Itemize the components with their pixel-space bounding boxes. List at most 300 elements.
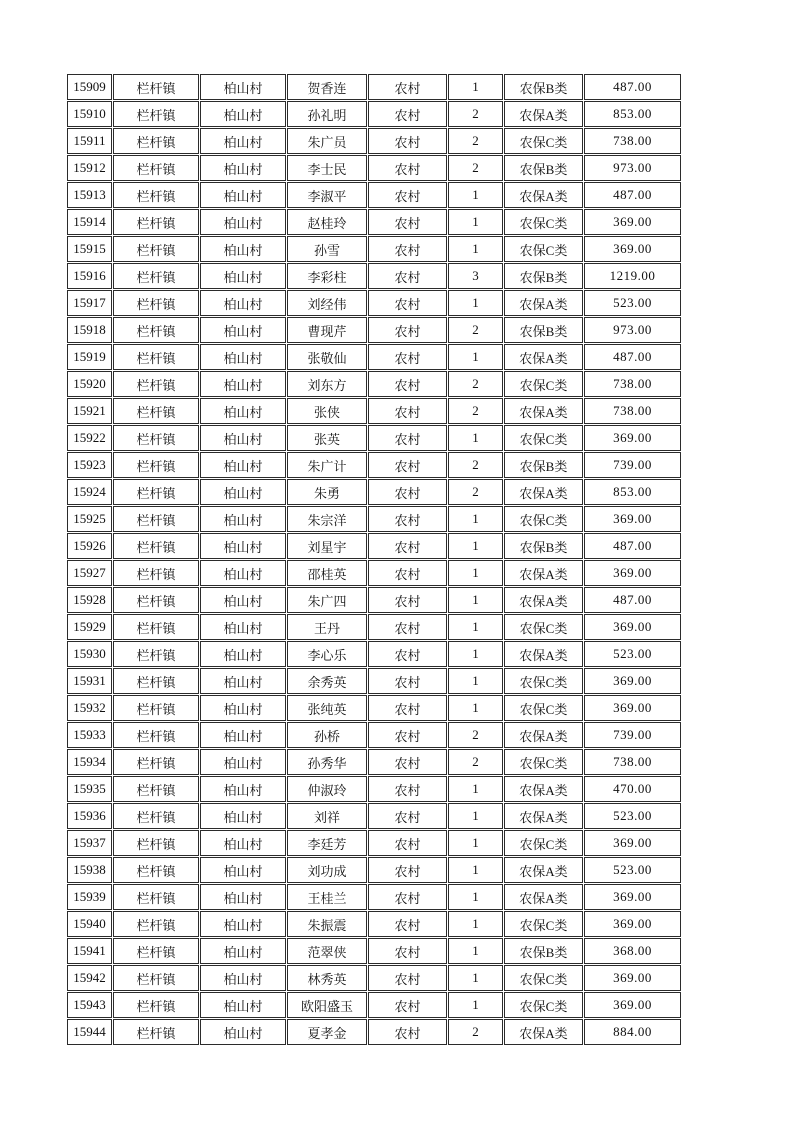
cell-person-count: 1 xyxy=(448,74,503,100)
cell-person-name: 刘东方 xyxy=(287,371,367,397)
cell-record-id: 15937 xyxy=(67,830,112,856)
cell-insurance-class: 农保A类 xyxy=(504,290,583,316)
cell-village: 柏山村 xyxy=(200,74,286,100)
cell-residence-type: 农村 xyxy=(368,101,447,127)
cell-residence-type: 农村 xyxy=(368,425,447,451)
cell-insurance-class: 农保A类 xyxy=(504,641,583,667)
cell-person-name: 邵桂英 xyxy=(287,560,367,586)
cell-person-count: 2 xyxy=(448,155,503,181)
cell-person-count: 1 xyxy=(448,209,503,235)
cell-insurance-class: 农保C类 xyxy=(504,236,583,262)
cell-record-id: 15944 xyxy=(67,1019,112,1045)
cell-person-count: 1 xyxy=(448,236,503,262)
cell-record-id: 15933 xyxy=(67,722,112,748)
cell-person-name: 夏孝金 xyxy=(287,1019,367,1045)
cell-amount: 369.00 xyxy=(584,236,681,262)
cell-record-id: 15941 xyxy=(67,938,112,964)
cell-town: 栏杆镇 xyxy=(113,587,199,613)
cell-person-name: 刘功成 xyxy=(287,857,367,883)
cell-residence-type: 农村 xyxy=(368,560,447,586)
cell-person-count: 1 xyxy=(448,776,503,802)
cell-amount: 853.00 xyxy=(584,479,681,505)
cell-person-count: 3 xyxy=(448,263,503,289)
cell-person-count: 1 xyxy=(448,938,503,964)
cell-person-name: 范翠侠 xyxy=(287,938,367,964)
cell-amount: 369.00 xyxy=(584,992,681,1018)
cell-town: 栏杆镇 xyxy=(113,722,199,748)
cell-person-name: 李心乐 xyxy=(287,641,367,667)
cell-person-name: 王桂兰 xyxy=(287,884,367,910)
cell-residence-type: 农村 xyxy=(368,155,447,181)
cell-person-name: 欧阳盛玉 xyxy=(287,992,367,1018)
cell-residence-type: 农村 xyxy=(368,857,447,883)
cell-town: 栏杆镇 xyxy=(113,155,199,181)
cell-amount: 368.00 xyxy=(584,938,681,964)
cell-town: 栏杆镇 xyxy=(113,560,199,586)
cell-insurance-class: 农保B类 xyxy=(504,155,583,181)
cell-residence-type: 农村 xyxy=(368,317,447,343)
cell-record-id: 15927 xyxy=(67,560,112,586)
cell-person-count: 1 xyxy=(448,911,503,937)
cell-town: 栏杆镇 xyxy=(113,317,199,343)
cell-person-name: 王丹 xyxy=(287,614,367,640)
cell-town: 栏杆镇 xyxy=(113,830,199,856)
cell-village: 柏山村 xyxy=(200,776,286,802)
table-row xyxy=(67,101,681,127)
cell-residence-type: 农村 xyxy=(368,587,447,613)
cell-record-id: 15932 xyxy=(67,695,112,721)
cell-town: 栏杆镇 xyxy=(113,614,199,640)
cell-amount: 973.00 xyxy=(584,155,681,181)
cell-person-count: 2 xyxy=(448,479,503,505)
cell-person-count: 2 xyxy=(448,101,503,127)
cell-town: 栏杆镇 xyxy=(113,884,199,910)
cell-person-count: 2 xyxy=(448,749,503,775)
cell-town: 栏杆镇 xyxy=(113,506,199,532)
table-row xyxy=(67,830,681,856)
cell-person-name: 林秀英 xyxy=(287,965,367,991)
table-row xyxy=(67,344,681,370)
cell-town: 栏杆镇 xyxy=(113,128,199,154)
cell-record-id: 15919 xyxy=(67,344,112,370)
cell-person-name: 李廷芳 xyxy=(287,830,367,856)
cell-insurance-class: 农保A类 xyxy=(504,344,583,370)
cell-amount: 369.00 xyxy=(584,425,681,451)
cell-insurance-class: 农保C类 xyxy=(504,425,583,451)
cell-person-count: 2 xyxy=(448,722,503,748)
cell-amount: 369.00 xyxy=(584,560,681,586)
cell-person-name: 余秀英 xyxy=(287,668,367,694)
table-row xyxy=(67,128,681,154)
cell-person-name: 刘经伟 xyxy=(287,290,367,316)
table-row xyxy=(67,182,681,208)
cell-record-id: 15930 xyxy=(67,641,112,667)
cell-amount: 487.00 xyxy=(584,533,681,559)
table-row xyxy=(67,641,681,667)
cell-residence-type: 农村 xyxy=(368,884,447,910)
cell-town: 栏杆镇 xyxy=(113,965,199,991)
table-row xyxy=(67,776,681,802)
cell-town: 栏杆镇 xyxy=(113,209,199,235)
cell-person-count: 1 xyxy=(448,803,503,829)
cell-insurance-class: 农保A类 xyxy=(504,101,583,127)
cell-residence-type: 农村 xyxy=(368,263,447,289)
cell-village: 柏山村 xyxy=(200,992,286,1018)
cell-residence-type: 农村 xyxy=(368,506,447,532)
cell-insurance-class: 农保A类 xyxy=(504,182,583,208)
cell-town: 栏杆镇 xyxy=(113,641,199,667)
cell-village: 柏山村 xyxy=(200,884,286,910)
cell-town: 栏杆镇 xyxy=(113,803,199,829)
cell-record-id: 15921 xyxy=(67,398,112,424)
cell-residence-type: 农村 xyxy=(368,992,447,1018)
table-row xyxy=(67,209,681,235)
cell-record-id: 15931 xyxy=(67,668,112,694)
cell-town: 栏杆镇 xyxy=(113,668,199,694)
cell-village: 柏山村 xyxy=(200,965,286,991)
cell-residence-type: 农村 xyxy=(368,938,447,964)
cell-residence-type: 农村 xyxy=(368,614,447,640)
table-row xyxy=(67,452,681,478)
cell-insurance-class: 农保C类 xyxy=(504,965,583,991)
table-row xyxy=(67,479,681,505)
cell-residence-type: 农村 xyxy=(368,776,447,802)
cell-village: 柏山村 xyxy=(200,668,286,694)
cell-record-id: 15938 xyxy=(67,857,112,883)
cell-village: 柏山村 xyxy=(200,614,286,640)
cell-residence-type: 农村 xyxy=(368,722,447,748)
cell-residence-type: 农村 xyxy=(368,74,447,100)
cell-residence-type: 农村 xyxy=(368,398,447,424)
cell-insurance-class: 农保C类 xyxy=(504,830,583,856)
table-row xyxy=(67,506,681,532)
cell-person-name: 仲淑玲 xyxy=(287,776,367,802)
cell-residence-type: 农村 xyxy=(368,479,447,505)
cell-insurance-class: 农保C类 xyxy=(504,749,583,775)
cell-village: 柏山村 xyxy=(200,371,286,397)
cell-amount: 738.00 xyxy=(584,128,681,154)
cell-town: 栏杆镇 xyxy=(113,101,199,127)
cell-residence-type: 农村 xyxy=(368,668,447,694)
cell-town: 栏杆镇 xyxy=(113,236,199,262)
cell-amount: 523.00 xyxy=(584,803,681,829)
table-row xyxy=(67,155,681,181)
table-row xyxy=(67,614,681,640)
cell-insurance-class: 农保B类 xyxy=(504,74,583,100)
cell-insurance-class: 农保C类 xyxy=(504,695,583,721)
cell-person-name: 朱振震 xyxy=(287,911,367,937)
cell-person-count: 1 xyxy=(448,992,503,1018)
table-row xyxy=(67,749,681,775)
cell-insurance-class: 农保C类 xyxy=(504,614,583,640)
cell-town: 栏杆镇 xyxy=(113,182,199,208)
cell-village: 柏山村 xyxy=(200,560,286,586)
table-row xyxy=(67,1019,681,1045)
cell-amount: 369.00 xyxy=(584,506,681,532)
table-row xyxy=(67,533,681,559)
cell-insurance-class: 农保A类 xyxy=(504,398,583,424)
cell-person-count: 1 xyxy=(448,965,503,991)
cell-person-name: 孙秀华 xyxy=(287,749,367,775)
cell-residence-type: 农村 xyxy=(368,803,447,829)
cell-town: 栏杆镇 xyxy=(113,263,199,289)
cell-residence-type: 农村 xyxy=(368,209,447,235)
cell-residence-type: 农村 xyxy=(368,911,447,937)
cell-village: 柏山村 xyxy=(200,857,286,883)
cell-amount: 369.00 xyxy=(584,614,681,640)
cell-town: 栏杆镇 xyxy=(113,479,199,505)
cell-amount: 523.00 xyxy=(584,857,681,883)
cell-amount: 739.00 xyxy=(584,452,681,478)
cell-person-name: 李士民 xyxy=(287,155,367,181)
cell-person-name: 刘星宇 xyxy=(287,533,367,559)
cell-record-id: 15942 xyxy=(67,965,112,991)
cell-town: 栏杆镇 xyxy=(113,749,199,775)
cell-village: 柏山村 xyxy=(200,695,286,721)
cell-record-id: 15936 xyxy=(67,803,112,829)
cell-insurance-class: 农保A类 xyxy=(504,560,583,586)
cell-record-id: 15939 xyxy=(67,884,112,910)
cell-town: 栏杆镇 xyxy=(113,992,199,1018)
cell-insurance-class: 农保A类 xyxy=(504,587,583,613)
cell-residence-type: 农村 xyxy=(368,830,447,856)
table-row xyxy=(67,695,681,721)
cell-record-id: 15911 xyxy=(67,128,112,154)
table-row xyxy=(67,668,681,694)
cell-insurance-class: 农保C类 xyxy=(504,209,583,235)
cell-village: 柏山村 xyxy=(200,452,286,478)
cell-person-name: 朱宗洋 xyxy=(287,506,367,532)
cell-residence-type: 农村 xyxy=(368,128,447,154)
cell-insurance-class: 农保C类 xyxy=(504,992,583,1018)
cell-village: 柏山村 xyxy=(200,236,286,262)
cell-residence-type: 农村 xyxy=(368,749,447,775)
cell-amount: 487.00 xyxy=(584,74,681,100)
cell-residence-type: 农村 xyxy=(368,452,447,478)
cell-amount: 523.00 xyxy=(584,641,681,667)
cell-insurance-class: 农保B类 xyxy=(504,938,583,964)
cell-person-count: 1 xyxy=(448,641,503,667)
table-row xyxy=(67,587,681,613)
cell-insurance-class: 农保B类 xyxy=(504,452,583,478)
table-row xyxy=(67,560,681,586)
cell-insurance-class: 农保B类 xyxy=(504,317,583,343)
cell-village: 柏山村 xyxy=(200,641,286,667)
cell-residence-type: 农村 xyxy=(368,182,447,208)
cell-insurance-class: 农保C类 xyxy=(504,668,583,694)
cell-insurance-class: 农保A类 xyxy=(504,776,583,802)
cell-residence-type: 农村 xyxy=(368,1019,447,1045)
cell-amount: 487.00 xyxy=(584,182,681,208)
cell-town: 栏杆镇 xyxy=(113,938,199,964)
cell-insurance-class: 农保A类 xyxy=(504,884,583,910)
cell-record-id: 15915 xyxy=(67,236,112,262)
cell-town: 栏杆镇 xyxy=(113,290,199,316)
cell-town: 栏杆镇 xyxy=(113,533,199,559)
cell-person-count: 1 xyxy=(448,884,503,910)
cell-village: 柏山村 xyxy=(200,290,286,316)
cell-village: 柏山村 xyxy=(200,128,286,154)
cell-record-id: 15923 xyxy=(67,452,112,478)
cell-amount: 369.00 xyxy=(584,884,681,910)
cell-residence-type: 农村 xyxy=(368,236,447,262)
cell-record-id: 15922 xyxy=(67,425,112,451)
cell-record-id: 15934 xyxy=(67,749,112,775)
subsidy-roster-table xyxy=(66,73,682,1046)
cell-residence-type: 农村 xyxy=(368,641,447,667)
cell-village: 柏山村 xyxy=(200,587,286,613)
cell-amount: 973.00 xyxy=(584,317,681,343)
cell-amount: 853.00 xyxy=(584,101,681,127)
table-row xyxy=(67,722,681,748)
table-row xyxy=(67,992,681,1018)
table-row xyxy=(67,803,681,829)
cell-village: 柏山村 xyxy=(200,749,286,775)
table-row xyxy=(67,74,681,100)
cell-village: 柏山村 xyxy=(200,101,286,127)
cell-village: 柏山村 xyxy=(200,182,286,208)
cell-record-id: 15909 xyxy=(67,74,112,100)
cell-village: 柏山村 xyxy=(200,209,286,235)
cell-person-count: 1 xyxy=(448,560,503,586)
cell-amount: 487.00 xyxy=(584,344,681,370)
cell-person-count: 1 xyxy=(448,344,503,370)
cell-person-name: 曹现芹 xyxy=(287,317,367,343)
cell-record-id: 15913 xyxy=(67,182,112,208)
cell-village: 柏山村 xyxy=(200,155,286,181)
cell-amount: 470.00 xyxy=(584,776,681,802)
cell-person-count: 2 xyxy=(448,128,503,154)
table-row xyxy=(67,398,681,424)
cell-town: 栏杆镇 xyxy=(113,695,199,721)
cell-amount: 738.00 xyxy=(584,371,681,397)
cell-amount: 487.00 xyxy=(584,587,681,613)
cell-person-name: 张英 xyxy=(287,425,367,451)
table-row xyxy=(67,290,681,316)
cell-village: 柏山村 xyxy=(200,1019,286,1045)
cell-person-name: 朱广员 xyxy=(287,128,367,154)
cell-amount: 369.00 xyxy=(584,965,681,991)
cell-amount: 369.00 xyxy=(584,830,681,856)
cell-person-count: 2 xyxy=(448,452,503,478)
cell-record-id: 15924 xyxy=(67,479,112,505)
cell-person-count: 1 xyxy=(448,614,503,640)
cell-person-count: 1 xyxy=(448,290,503,316)
cell-village: 柏山村 xyxy=(200,911,286,937)
cell-person-name: 赵桂玲 xyxy=(287,209,367,235)
cell-town: 栏杆镇 xyxy=(113,74,199,100)
cell-village: 柏山村 xyxy=(200,803,286,829)
cell-record-id: 15910 xyxy=(67,101,112,127)
cell-record-id: 15928 xyxy=(67,587,112,613)
table-row xyxy=(67,263,681,289)
cell-record-id: 15920 xyxy=(67,371,112,397)
cell-person-name: 孙雪 xyxy=(287,236,367,262)
table-row xyxy=(67,857,681,883)
table-row xyxy=(67,425,681,451)
cell-insurance-class: 农保C类 xyxy=(504,371,583,397)
cell-village: 柏山村 xyxy=(200,479,286,505)
cell-insurance-class: 农保A类 xyxy=(504,722,583,748)
cell-person-count: 2 xyxy=(448,317,503,343)
cell-insurance-class: 农保B类 xyxy=(504,533,583,559)
cell-record-id: 15917 xyxy=(67,290,112,316)
cell-village: 柏山村 xyxy=(200,506,286,532)
cell-person-name: 朱广四 xyxy=(287,587,367,613)
cell-person-name: 贺香连 xyxy=(287,74,367,100)
cell-record-id: 15914 xyxy=(67,209,112,235)
cell-record-id: 15929 xyxy=(67,614,112,640)
cell-amount: 369.00 xyxy=(584,911,681,937)
cell-village: 柏山村 xyxy=(200,722,286,748)
cell-person-name: 张侠 xyxy=(287,398,367,424)
cell-village: 柏山村 xyxy=(200,830,286,856)
cell-person-count: 2 xyxy=(448,398,503,424)
cell-person-count: 1 xyxy=(448,857,503,883)
cell-insurance-class: 农保A类 xyxy=(504,803,583,829)
cell-person-count: 2 xyxy=(448,1019,503,1045)
cell-person-count: 1 xyxy=(448,425,503,451)
cell-residence-type: 农村 xyxy=(368,695,447,721)
cell-insurance-class: 农保A类 xyxy=(504,479,583,505)
cell-record-id: 15935 xyxy=(67,776,112,802)
cell-record-id: 15943 xyxy=(67,992,112,1018)
cell-person-count: 1 xyxy=(448,182,503,208)
cell-town: 栏杆镇 xyxy=(113,857,199,883)
cell-amount: 369.00 xyxy=(584,668,681,694)
cell-village: 柏山村 xyxy=(200,263,286,289)
cell-insurance-class: 农保C类 xyxy=(504,506,583,532)
cell-town: 栏杆镇 xyxy=(113,1019,199,1045)
cell-town: 栏杆镇 xyxy=(113,398,199,424)
cell-insurance-class: 农保A类 xyxy=(504,857,583,883)
cell-person-count: 1 xyxy=(448,506,503,532)
cell-residence-type: 农村 xyxy=(368,965,447,991)
table-row xyxy=(67,884,681,910)
cell-person-name: 刘祥 xyxy=(287,803,367,829)
cell-amount: 739.00 xyxy=(584,722,681,748)
cell-residence-type: 农村 xyxy=(368,371,447,397)
cell-record-id: 15926 xyxy=(67,533,112,559)
cell-insurance-class: 农保A类 xyxy=(504,1019,583,1045)
table-row xyxy=(67,965,681,991)
cell-village: 柏山村 xyxy=(200,398,286,424)
cell-town: 栏杆镇 xyxy=(113,776,199,802)
cell-village: 柏山村 xyxy=(200,938,286,964)
cell-person-count: 2 xyxy=(448,371,503,397)
cell-person-count: 1 xyxy=(448,668,503,694)
cell-amount: 1219.00 xyxy=(584,263,681,289)
cell-person-name: 李彩柱 xyxy=(287,263,367,289)
cell-town: 栏杆镇 xyxy=(113,371,199,397)
cell-residence-type: 农村 xyxy=(368,290,447,316)
table-row xyxy=(67,911,681,937)
table-row xyxy=(67,371,681,397)
cell-person-count: 1 xyxy=(448,533,503,559)
cell-person-name: 朱广计 xyxy=(287,452,367,478)
cell-person-name: 朱勇 xyxy=(287,479,367,505)
cell-person-name: 孙桥 xyxy=(287,722,367,748)
cell-town: 栏杆镇 xyxy=(113,452,199,478)
cell-town: 栏杆镇 xyxy=(113,344,199,370)
cell-person-count: 1 xyxy=(448,587,503,613)
cell-person-name: 张敬仙 xyxy=(287,344,367,370)
cell-amount: 738.00 xyxy=(584,398,681,424)
cell-amount: 369.00 xyxy=(584,695,681,721)
cell-amount: 523.00 xyxy=(584,290,681,316)
cell-amount: 738.00 xyxy=(584,749,681,775)
cell-record-id: 15912 xyxy=(67,155,112,181)
